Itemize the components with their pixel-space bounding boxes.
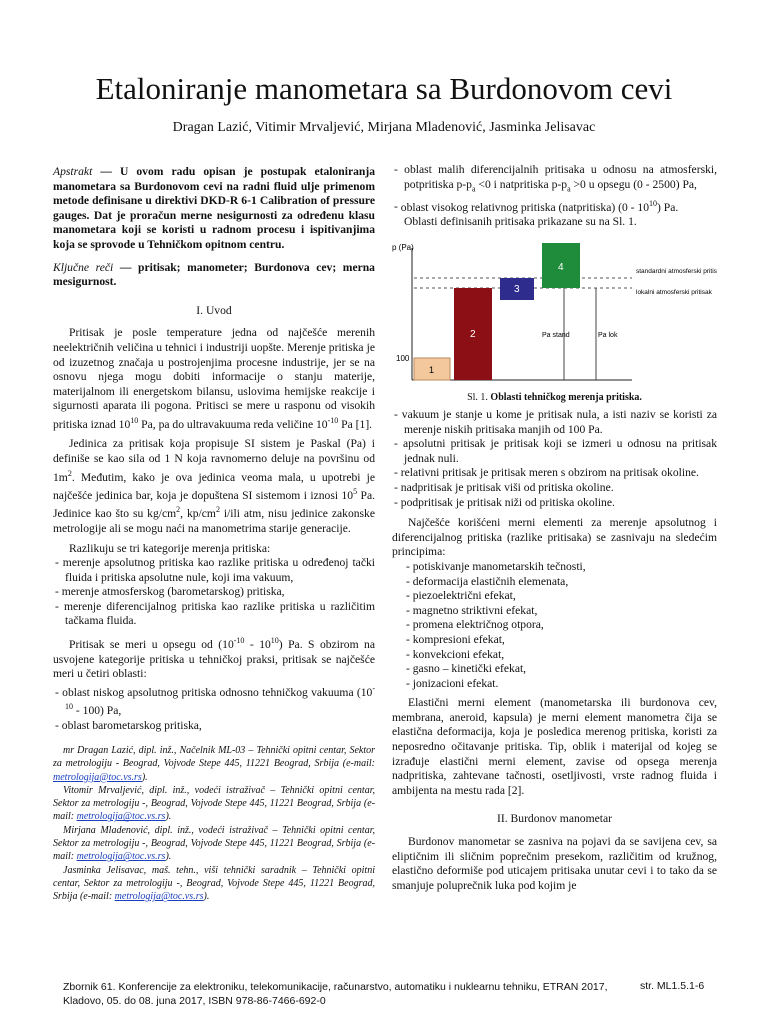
list-item: - merenje atmosferskog (barometarskog) pritiska, xyxy=(53,585,375,600)
paper-title: Etaloniranje manometara sa Burdonovom cevi xyxy=(95,71,673,106)
list-item: - kompresioni efekat, xyxy=(406,632,505,646)
email-link[interactable]: metrologija@toc.vs.rs xyxy=(76,811,166,823)
email-link[interactable]: metrologija@toc.vs.rs xyxy=(76,851,166,863)
list-item: - piezoelektrični efekat, xyxy=(406,589,516,603)
list-item: - podpritisak je pritisak niži od pritiska okoline. xyxy=(392,496,717,511)
list-item: - merenje apsolutnog pritiska kao razlike pritiska u određenoj tački fluida i pritiska apsolutne nule, koji ima vakuum, xyxy=(53,556,375,585)
author-list: Dragan Lazić, Vitimir Mrvaljević, Mirjana Mladenović, Jasminka Jelisavac xyxy=(172,120,596,135)
left-column xyxy=(53,165,375,738)
list-item: - merenje diferencijalnog pritiska kao razlike pritiska u različitim tačkama fluida. xyxy=(53,600,375,629)
right-column xyxy=(392,163,717,235)
list-item: - relativni pritisak je pritisak meren s obzirom na pritisak okoline. xyxy=(392,466,717,481)
burdon-paragraph: Burdonov manometar se zasniva na pojavi da se savijena cev, sa eliptičnim ili sličnim poprečnim presekom, različitim od kružnog, elastično deformiše pod uticajem pritisaka unutar cevi i to tako da se smanjuje poluprečnik luka pod kojim je xyxy=(392,835,717,892)
keywords-label: Ključne reči xyxy=(53,260,114,274)
pressure-regions-list-cont xyxy=(392,163,717,215)
abstract-label: Apstrakt xyxy=(53,165,93,178)
principles-paragraph: Najčešće korišćeni merni elementi za merenje apsolutnog i diferencijalnog pritiska (razlike pritisaka) se zasnivaju na sledećim principima: xyxy=(392,516,717,559)
footnote: Jasminka Jelisavac, maš. tehn., viši tehnički saradnik – Tehnički opitni centar, Sektor za metrologiju -, Beograd, Vojvode Stepe 445, 11221 Beograd, Srbija (e-mail: metrologija@toc.vs.rs). xyxy=(53,864,375,903)
list-item: - gasno – kinetički efekat, xyxy=(406,662,527,676)
list-item: - apsolutni pritisak je pritisak koji se izmeri u odnosu na pritisak jednak nuli. xyxy=(392,437,717,466)
principles-list xyxy=(392,560,717,691)
intro-paragraph-1: Pritisak je posle temperature jedna od najčešće merenih neelektričnih veličina u tehnici i industriji uopšte. Merenje pritiska je od izuzetnog značaja u postrojenjima procesne industrije, jer se na osnovu njega mogu dobiti informacije o stanju materije, materijalnom ili energetskom bilansu, uslovima hemijske reakcije i sigurnosti aparata ili pogona. Pritisci se mere u rasponu od visokih pritiska iznad $10^{10}$ Pa, pa do ultravakuuma reda veličine $10^{-10}$ Pa [1]. xyxy=(53,326,375,431)
email-link[interactable]: metrologija@toc.vs.rs xyxy=(53,771,142,783)
list-item: - promena električnog otpora, xyxy=(406,618,544,632)
bar-4-label: 4 xyxy=(558,262,564,273)
tick-label-100: 100 xyxy=(396,354,410,363)
email-link[interactable]: metrologija@toc.vs.rs xyxy=(114,891,204,903)
pressure-definitions-list xyxy=(392,408,717,510)
section-heading-burdon: II. Burdonov manometar xyxy=(497,812,612,826)
figure-intro: Oblasti definisanih pritisaka prikazane su na Sl. 1. xyxy=(404,214,637,228)
page-number: str. ML1.5.1-6 xyxy=(640,980,705,992)
keywords xyxy=(53,261,375,290)
list-item: - deformacija elastičnih elemenata, xyxy=(406,574,569,588)
pressure-regions-figure xyxy=(392,240,717,403)
list-item: - oblast malih diferencijalnih pritisaka u odnosu na atmosferski, potpritiska $p-p_a <0$ i natpritiska $p-p_a >0$ u opsegu (0 - 2500) Pa, xyxy=(392,163,717,197)
y-axis-label: p (Pa) xyxy=(392,243,414,252)
keywords-text: — pritisak; manometer; Burdonova cev; merna mesigurnost. xyxy=(53,260,375,289)
abstract-text: — U ovom radu opisan je postupak etaloniranja manometara sa Burdonovom cevi na radni fluid ulje primenom metode definisane u direktivi DKD-R 6-1 Calibration of pressure gauges. Dat je proračun merne nesigurnosti za određenu klasu manometara koji se koristi u radnom procesu i ispitivanjima koja se sprovode u Tehničkom opitnom centru. xyxy=(53,165,375,251)
list-item: - konvekcioni efekat, xyxy=(406,647,505,661)
list-item: - potiskivanje manometarskih tečnosti, xyxy=(406,559,586,573)
measurement-categories-list xyxy=(53,556,375,629)
footnote: Vitomir Mrvaljević, dipl. inž., vodeći istraživač – Tehnički opitni centar, Sektor za metrologiju -, Beograd, Vojvode Stepe 445, 11221 Beograd, Srbija (e-mail: metrologija@toc.vs.rs). xyxy=(53,784,375,823)
pa-stand-label: Pa stand xyxy=(542,332,570,339)
list-item: - jonizacioni efekat. xyxy=(406,676,499,690)
list-item: - vakuum je stanje u kome je pritisak nula, a isti naziv se koristi za merenje niskih pritisaka manjih od 100 Pa. xyxy=(392,408,717,437)
list-item: - oblast barometarskog pritiska, xyxy=(53,719,375,734)
section-heading-uvod: I. Uvod xyxy=(196,303,232,317)
elastic-element-paragraph: Elastični merni element (manometarska ili burdonova cev, membrana, aneroid, kapsula) je merni element manometra čija se elastična deformacija, koja je posledica merenog pritiska, koristi za neposredno očitavanje pritiska. Tip, oblik i materijal od kojeg se izrađuje elastični merni element, zavise od opsega merenja nadpritiska, zahtevane tačnosti, osetljivosti, vrste radnog fluida i ambijenta na mestu rada [2]. xyxy=(392,696,717,797)
bar-1-label: 1 xyxy=(429,365,435,375)
right-column-lower xyxy=(392,408,717,898)
list-item: - magnetno striktivni efekat, xyxy=(406,603,538,617)
intro-paragraph-4: Pritisak se meri u opsegu od $(10^{-10} - 10^{10})$ Pa. S obzirom na usvojene kategorije pritiska u tehničkoj praksi, pritisak se najčešće meri u četiri oblasti: xyxy=(53,636,375,681)
intro-paragraph-3: Razlikuju se tri kategorije merenja pritiska: xyxy=(69,541,271,555)
pressure-diagram xyxy=(392,240,717,385)
author-footnotes xyxy=(53,744,375,904)
std-atm-label: standardni atmosferski pritisak xyxy=(636,268,717,275)
conference-footer: Zbornik 61. Konferencije za elektroniku, telekomunikacije, računarstvo, automatiku i nuklearnu tehniku, ETRAN 2017, Kladovo, 05. do 08. juna 2017, ISBN 978-86-7466-692-0 xyxy=(63,981,608,1007)
pa-lok-label: Pa lok xyxy=(598,332,618,339)
list-item: - oblast niskog apsolutnog pritiska odnosno tehničkog vakuuma $(10^{-10} - 100)$ Pa, xyxy=(53,682,375,719)
list-item: - nadpritisak je pritisak viši od pritiska okoline. xyxy=(392,481,717,496)
list-item: - oblast visokog relativnog pritiska (natpritiska) $(0 - 10^{10})$ Pa. xyxy=(392,197,717,215)
local-atm-label: lokalni atmosferski pritisak xyxy=(636,289,712,296)
bar-3-label: 3 xyxy=(514,284,520,295)
figure-caption: Sl. 1. Oblasti tehničkog merenja pritiska. xyxy=(467,392,642,403)
bar-2-label: 2 xyxy=(470,329,476,340)
footnote: Mirjana Mladenović, dipl. inž., vodeći istraživač – Tehnički opitni centar, Sektor za metrologiju -, Beograd, Vojvode Stepe 445, 11221 Beograd, Srbija (e-mail: metrologija@toc.vs.rs). xyxy=(53,824,375,863)
intro-paragraph-2: Jedinica za pritisak koja propisuje SI sistem je Paskal (Pa) i definiše se kao sila od 1 N koja ravnomerno deluje na površinu od $1m^2$. Međutim, kako je ova jedinica veoma mala, u upotrebi je najčešće jedinica bar, koja je dopuštena SI sistemom i iznosi $10^5$ Pa. Jedinice kao što su $kg/cm^2$, $kp/cm^2$ i/ili atm, nisu jedinice zakonske metrologije ali se mogu naći na manometrima starije generacije. xyxy=(53,437,375,535)
pressure-regions-list xyxy=(53,682,375,734)
abstract xyxy=(53,165,375,253)
footnote: mr Dragan Lazić, dipl. inž., Načelnik ML-03 – Tehnički opitni centar, Sektor za metrologiju - Beograd, Vojvode Stepe 445, 11221 Beograd, Srbija (e-mail: metrologija@toc.vs.rs). xyxy=(53,745,375,783)
